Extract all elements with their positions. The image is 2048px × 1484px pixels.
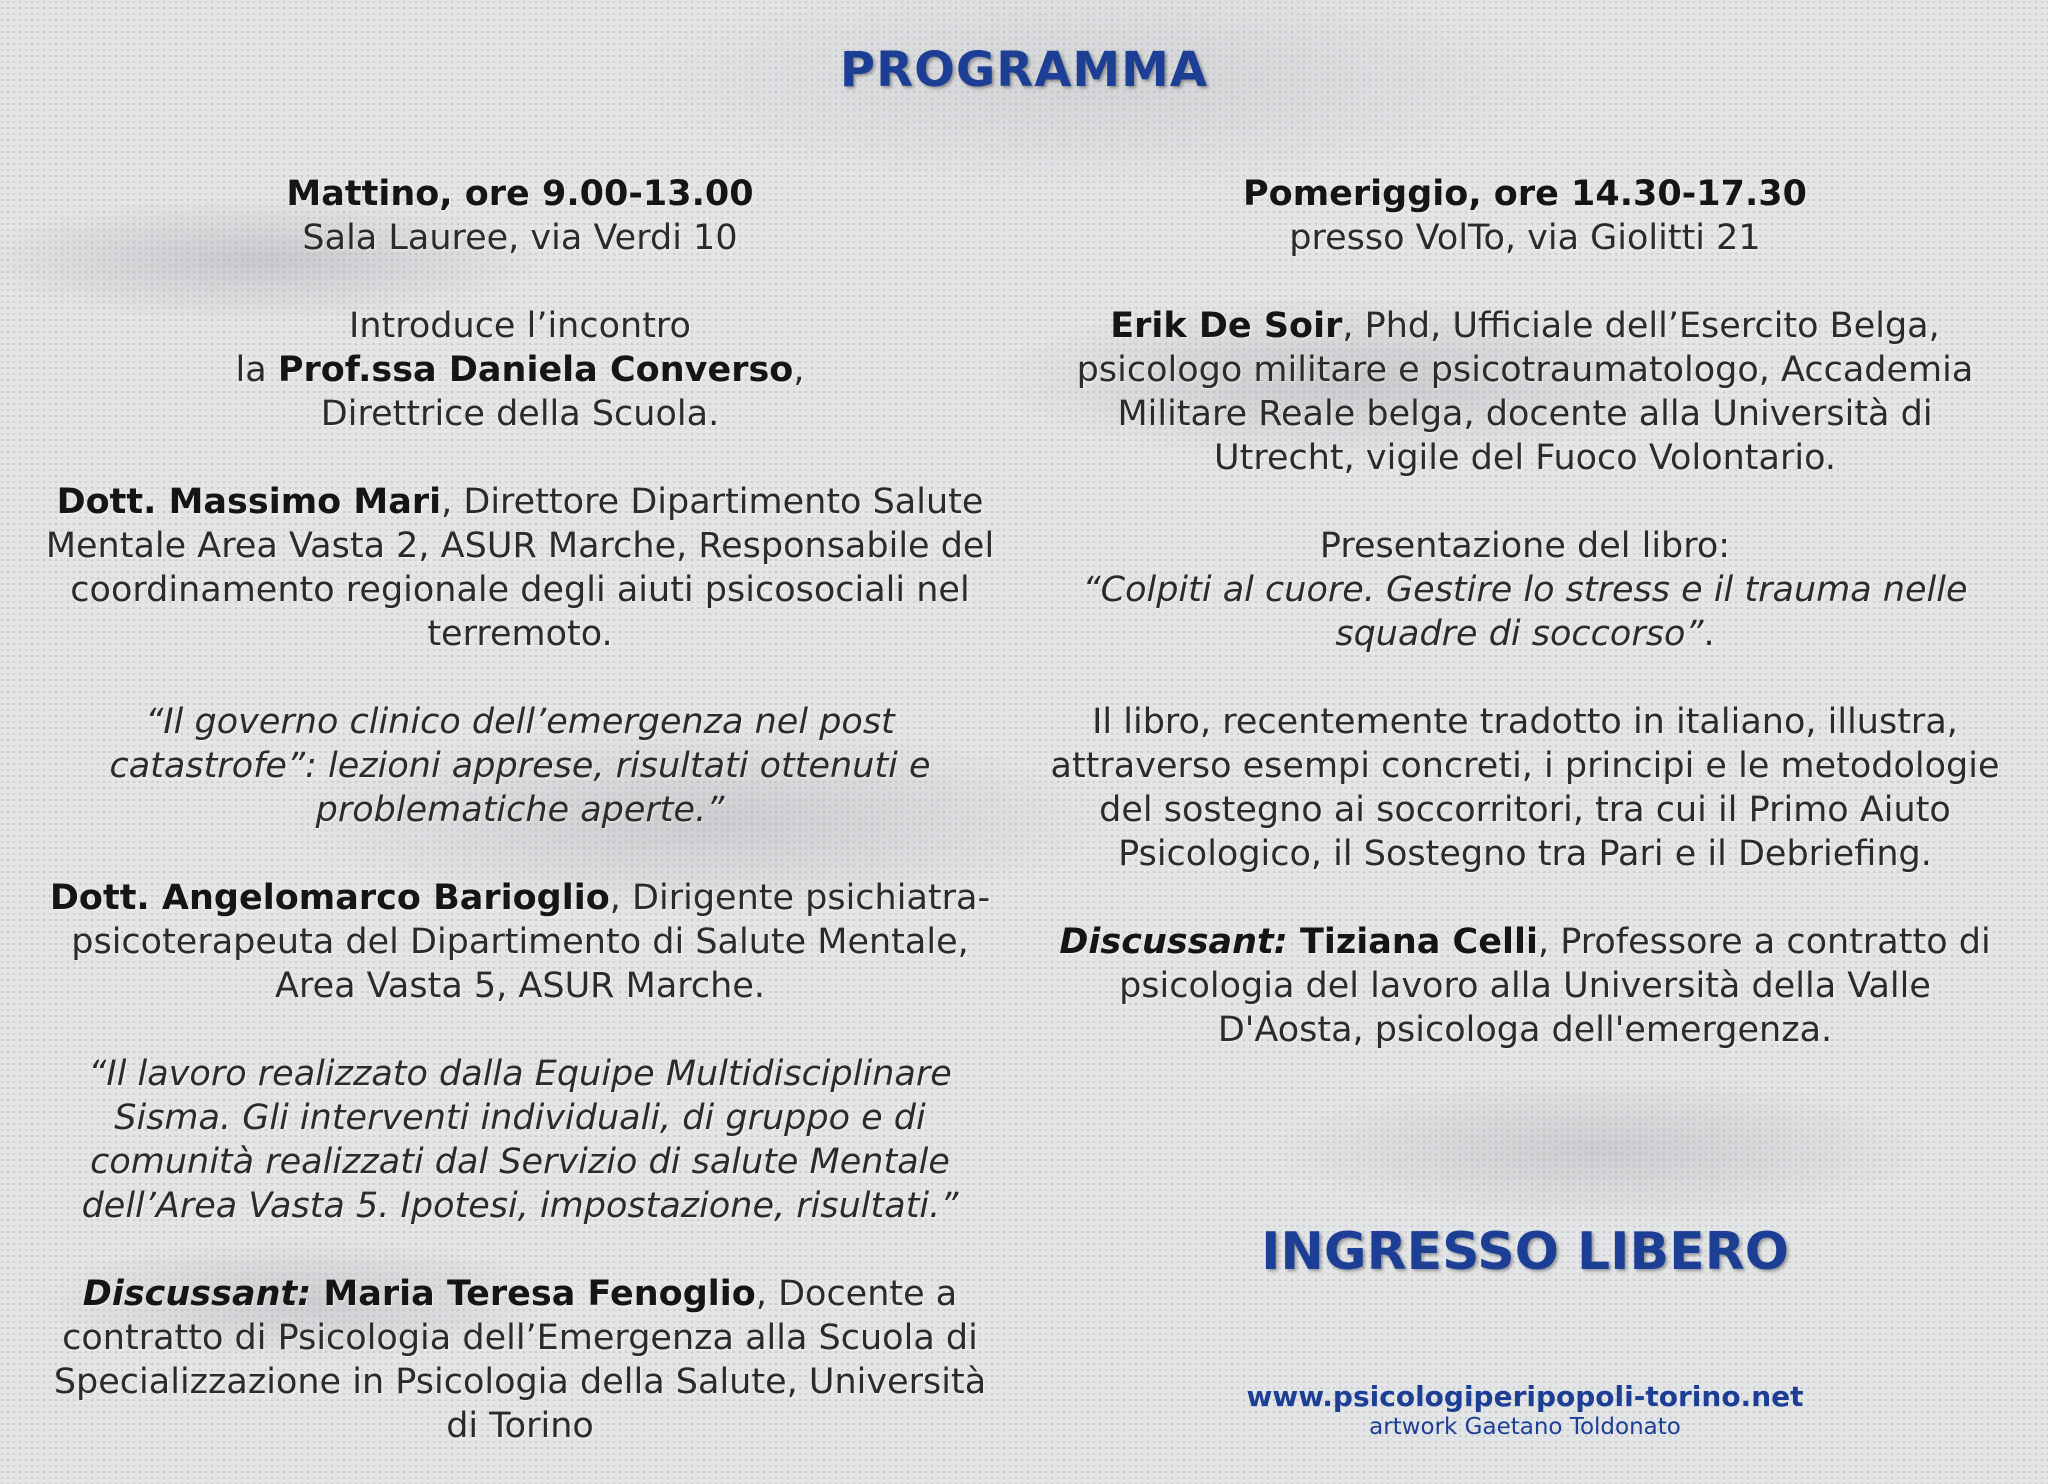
intro-name: Prof.ssa Daniela Converso (277, 350, 794, 390)
afternoon-column (1045, 172, 2005, 1052)
free-entry-banner: INGRESSO LIBERO (1261, 1222, 1789, 1282)
morning-intro (40, 304, 1000, 436)
speaker-mari-name: Dott. Massimo Mari (56, 482, 442, 522)
morning-venue: Sala Lauree, via Verdi 10 (302, 218, 738, 258)
discussant-fenoglio-name: Maria Teresa Fenoglio (311, 1274, 756, 1314)
intro-post: , (793, 350, 805, 390)
discussant-celli (1045, 920, 2005, 1052)
speaker-barioglio-desc: , Dirigente psichiatra-psicoterapeuta del Dipartimento di Salute Mentale, Area Vasta 5, ASUR Marche. (71, 878, 991, 1006)
discussant-label (83, 1274, 756, 1314)
discussant-celli-desc: , Professore a contratto di psicologia del lavoro alla Università della Valle D'Aosta, psicologa dell'emergenza. (1119, 922, 1991, 1050)
intro-line-1: Introduce l’incontro (349, 306, 691, 346)
intro-pre: la (235, 350, 278, 390)
afternoon-venue: presso VolTo, via Giolitti 21 (1289, 218, 1761, 258)
book-title-post: . (1703, 614, 1715, 654)
afternoon-header (1045, 172, 2005, 260)
talk-barioglio (40, 1052, 1000, 1228)
speaker-barioglio (40, 876, 1000, 1008)
talk-mari-title: “Il governo clinico dell’emergenza nel post catastrofe”: lezioni apprese, risultati ottenuti e problematiche aperte.” (109, 702, 931, 830)
intro-line-3: Direttrice della Scuola. (320, 394, 720, 434)
discussant-celli-name: Tiziana Celli (1287, 922, 1538, 962)
morning-header (40, 172, 1000, 260)
discussant-fenoglio (40, 1272, 1000, 1448)
talk-mari (40, 700, 1000, 832)
discussant-celli-label (1059, 922, 1538, 962)
speaker-desoir-name: Erik De Soir (1110, 306, 1343, 346)
talk-barioglio-title: “Il lavoro realizzato dalla Equipe Multidisciplinare Sisma. Gli interventi individuali, di gruppo e di comunità realizzati dal Servizio di salute Mentale dell’Area Vasta 5. Ipotesi, impostazione, risultati.” (81, 1054, 959, 1226)
discussant-label-text: Discussant: (82, 1274, 312, 1314)
speaker-mari (40, 480, 1000, 656)
book-title: “Colpiti al cuore. Gestire lo stress e il trauma nelle squadre di soccorso” (1082, 570, 1968, 654)
speaker-barioglio-name: Dott. Angelomarco Barioglio (49, 878, 610, 918)
morning-column (40, 172, 1000, 1448)
speaker-desoir-desc: , Phd, Ufficiale dell’Esercito Belga, psicologo militare e psicotraumatologo, Accademia Militare Reale belga, docente alla Università di Utrecht, vigile del Fuoco Volontario. (1076, 306, 1974, 478)
page-title: PROGRAMMA (839, 42, 1209, 98)
morning-heading: Mattino, ore 9.00-13.00 (286, 174, 754, 214)
book-presentation (1045, 524, 2005, 656)
artwork-credit: artwork Gaetano Toldonato (1369, 1414, 1681, 1440)
book-description: Il libro, recentemente tradotto in italiano, illustra, attraverso esempi concreti, i principi e le metodologie del sostegno ai soccorritori, tra cui il Primo Aiuto Psicologico, il Sostegno tra Pari e il Debriefing. (1050, 702, 2000, 874)
discussant-fenoglio-desc: , Docente a contratto di Psicologia dell’Emergenza alla Scuola di Specializzazione in Psicologia della Salute, Università di Torino (53, 1274, 987, 1446)
discussant-celli-label-text: Discussant: (1059, 922, 1288, 962)
speaker-desoir (1045, 304, 2005, 480)
intro-line-2 (40, 348, 1000, 392)
speaker-mari-desc: , Direttore Dipartimento Salute Mentale Area Vasta 2, ASUR Marche, Responsabile del coordinamento regionale degli aiuti psicosociali nel terremoto. (45, 482, 995, 654)
book-intro: Presentazione del libro: (1319, 526, 1731, 566)
website-link[interactable]: www.psicologiperipopoli-torino.net (1246, 1380, 1804, 1413)
afternoon-heading: Pomeriggio, ore 14.30-17.30 (1243, 174, 1807, 214)
